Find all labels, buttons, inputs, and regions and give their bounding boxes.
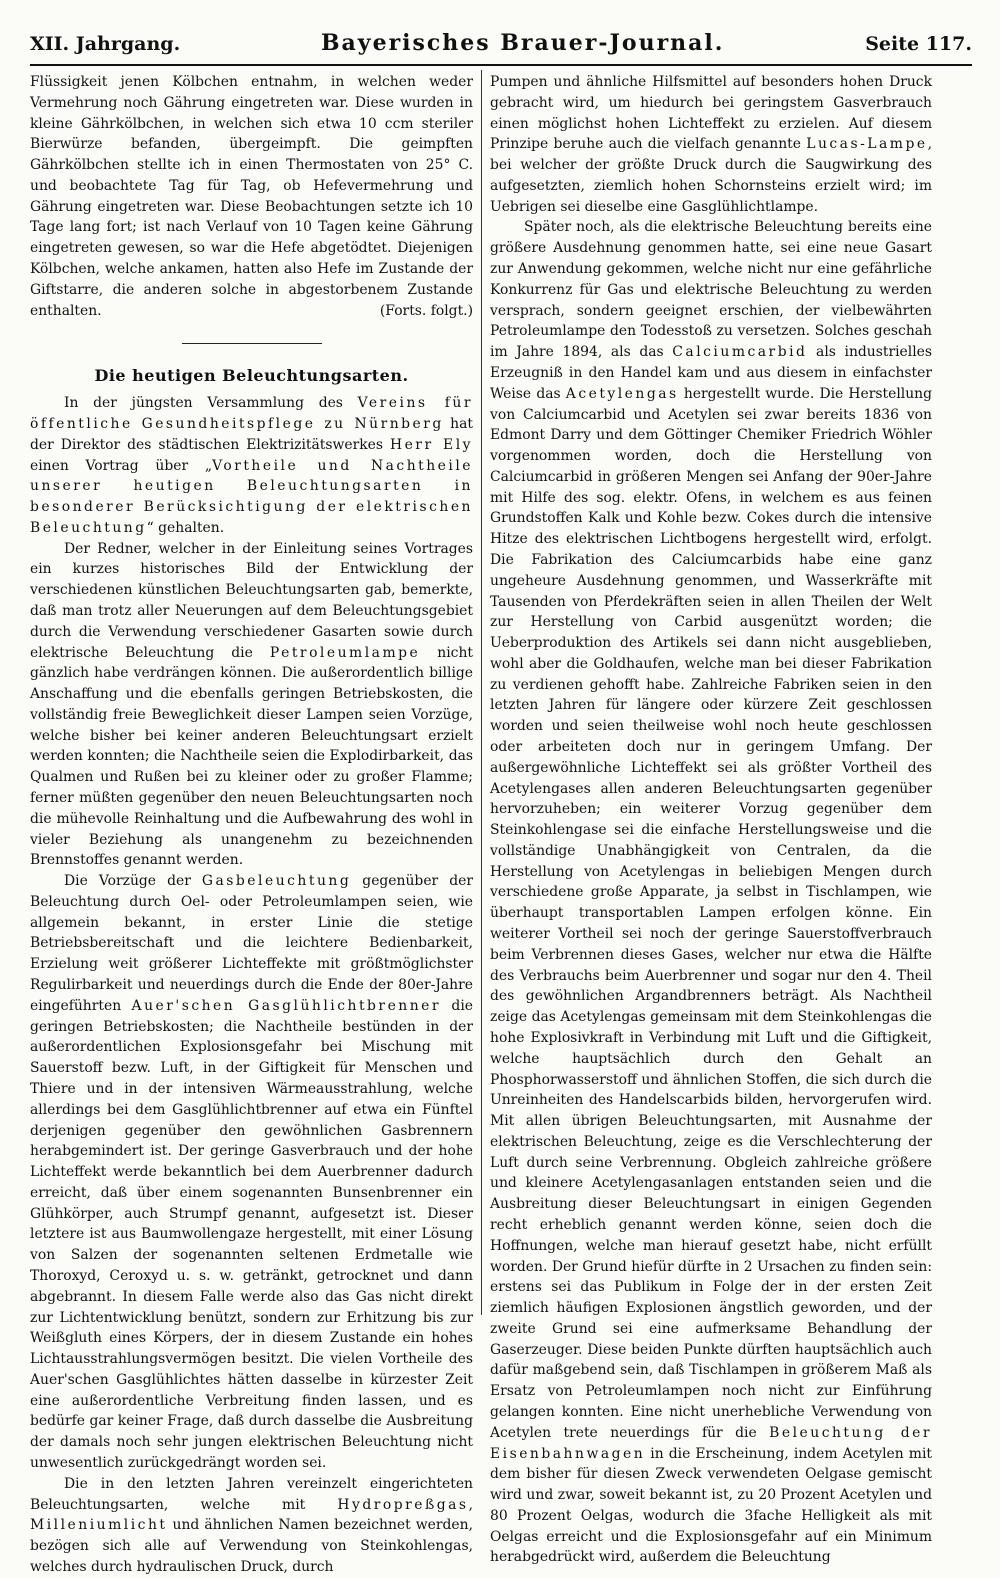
spaced-text: Calciumcarbid xyxy=(672,344,808,361)
spaced-text: Lucas-Lampe xyxy=(806,136,928,153)
spaced-text: Beleuchtung der Eisenbahnwagen xyxy=(490,1424,932,1462)
text-run: hergestellt wurde. Die Herstellung von Calciumcarbid und Acetylen sei zwar bereits 1836 von Edmont Darry und dem Göttinger Chemiker Friedrich Wöhler vorgenommen worden, doch die Herstellung von Calciumcarbid in größeren Mengen sei Anfang der 90er-Jahre mit Hilfe des sog. elektr. Ofens, in welchem es aus feinen Grundstoffen Kalk und Kohle bezw. Cokes durch die intensive Hitze des elektrischen Lichtbogens hergestellt wird, erfolgt. Die Fabrikation des Calciumcarbids habe eine ganz ungeheure Ausdehnung genommen, und Wasserkräfte mit Tausenden von Pferdekräften seien in allen Theilen der Welt zur Herstellung von Carbid ausgenützt worden; die Ueberproduktion des Artikels sei dann nicht ausgeblieben, wohl aber die Goldhaufen, welche man bei dieser Fabrikation zu verdienen gehofft habe. Zahlreiche Fabriken seien in den letzten Jahren für längere oder kürzere Zeit geschlossen worden und seien theilweise wohl noch heute geschlossen oder arbeiteten doch nur in geringem Umfang. Der außergewöhnliche Lichteffekt sei als größter Vortheil des Acetylengases allen anderen Beleuchtungsarten gegenüber hervorzuheben; ein weiterer Vorzug gegenüber dem Steinkohlengase sei die einfache Herstellungsweise und die vollständige Unabhängigkeit von Centralen, da die Herstellung von Acetylengas in beliebigen Mengen durch verschiedene große Apparate, ja selbst in Tischlampen, wie überhaupt transportablen Lampen erfolgen könne. Ein weiterer Vortheil sei noch der geringe Sauerstoffverbrauch beim Verbrennen dieses Gases, welcher nur etwa die Hälfte des Verbrauchs beim Auerbrenner und sogar nur den 4. Theil des gewöhnlichen Argandbrenners beträgt. Als Nachtheil zeige das Acetylengas gemeinsam mit dem Steinkohlengas die hohe Explosivkraft in Verbindung mit Luft und die Giftigkeit, welche hauptsächlich durch den Gehalt an Phosphorwasserstoff und ähnlichen Stoffen, die sich durch die Unreinheiten des Handelscarbids bilden, hervorgerufen wird. Mit allen übrigen Beleuchtungsarten, mit Ausnahme der elektrischen Beleuchtung, zeige es die Verschlechterung der Luft durch seine Verbrennung. Obgleich zahlreiche größere und kleinere Acetylengasanlagen entstanden seien und die Ausbreitung dieser Beleuchtungsart in einigen Gegenden recht erheblich genannt werden könne, seien doch die Hoffnungen, welche man hierauf gesetzt habe, nicht erfüllt worden. Der Grund hiefür dürfte in 2 Ursachen zu finden sein: erstens sei das Publikum in Folge der in der ersten Zeit ziemlich häufigen Explosionen ängstlich geworden, und der zweite Grund sei eine aufmerksame Behandlung der Gaserzeuger. Diese beiden Punkte dürften hauptsächlich auch dafür maßgebend sein, daß Tischlampen in größerem Maß als Ersatz von Petroleumlampen noch nicht zur Einführung gelangen konnten. Eine nicht unerhebliche Verwendung von Acetylen trete neuerdings für die xyxy=(490,385,932,1441)
text-run: Die in den letzten Jahren vereinzelt eingerichteten Beleuchtungsarten, welche mit xyxy=(30,1475,473,1513)
spaced-text: Auer'schen Gasglühlichtbrenner xyxy=(131,997,442,1014)
text-run: , bei welcher der größte Druck durch die Saugwirkung des aufgesetzten, ziemlich hohen Schornsteins erzielt wird; im Uebrigen sei dieselbe eine Gasglühlichtlampe. xyxy=(490,136,932,215)
text-run: Pumpen und ähnliche Hilfsmittel auf besonders hohen Druck gebracht wird, um hiedurch bei geringstem Gasverbrauch einen möglichst hohen Lichteffekt zu erzielen. Auf diesem Prinzipe beruhe auch die vielfach genannte xyxy=(490,74,932,153)
text-run: nicht gänzlich habe verdrängen können. Die außerordentlich billige Anschaffung und die ebenfalls geringen Betriebskosten, die vollständig freie Beweglichkeit dieser Lampen seien Vorzüge, welche bisher bei keiner anderen Beleuchtungsart erzielt werden konnten; die Nachtheile seien die Explodirbarkeit, das Qualmen und Rußen bei zu kleiner oder zu großer Flamme; ferner müßten gegenüber den neuen Beleuchtungsarten noch die mühevolle Reinhaltung und die Aufbewahrung des wohl in vieler Beziehung als unangenehm zu bezeichnenden Brennstoffes genannt werden. xyxy=(30,644,473,869)
page-header xyxy=(30,30,972,66)
spaced-text: Vereins für öffentliche Gesundheitspflege zu Nürnberg xyxy=(30,395,473,432)
paragraph xyxy=(490,217,932,1568)
journal-title: Bayerisches Brauer-Journal. xyxy=(320,30,725,56)
column-divider xyxy=(481,70,482,1315)
text-run: , xyxy=(468,1496,473,1513)
paragraph xyxy=(30,1474,473,1578)
paragraph xyxy=(30,393,473,538)
text-run: In der jüngsten Versammlung des xyxy=(64,395,358,412)
text-run: “ gehalten. xyxy=(146,519,225,536)
text-run: Der Redner, welcher in der Einleitung seines Vortrages ein kurzes historisches Bild der Entwicklung der verschiedenen künstlichen Beleuchtungsarten gab, bemerkte, daß man trotz aller Neuerungen auf dem Beleuchtungsgebiet durch die Verwendung verschiedener Gasarten sowie durch elektrische Beleuchtung die xyxy=(30,540,473,661)
left-column xyxy=(30,72,473,1578)
spaced-text: Herr Ely xyxy=(389,436,473,453)
text-run: einen Vortrag über „ xyxy=(30,457,213,474)
text-run: und ähnlichen Namen bezeichnet werden, bezögen sich alle auf Verwendung von Steinkohlengas, welches durch hydraulischen Druck, durch xyxy=(30,1517,473,1575)
spaced-text: Hydropreßgas xyxy=(337,1496,469,1513)
paragraph-text: Flüssigkeit jenen Kölbchen entnahm, in welchen weder Vermehrung noch Gährung eingetreten war. Diese wurden in kleine Gährkölbchen, in welchen sich etwa 10 ccm steriler Bierwürze befanden, übergeimpft. Die geimpften Gährkölbchen stellte ich in einen Thermostaten von 25° C. und beobachtete Tag für Tag, ob Hefevermehrung und Gährung eingetreten war. Diese Beobachtungen setzte ich 10 Tage lang fort; ist nach Verlauf von 10 Tagen keine Gährung eingetreten gewesen, so war die Hefe abgetödtet. Diejenigen Kölbchen, welche ankamen, hatten also Hefe im Zustande der Giftstarre, die anderen solche in abgestorbenem Zustande enthalten. xyxy=(30,74,473,319)
spaced-text: Acetylengas xyxy=(565,385,679,402)
text-run: als industrielles Erzeugniß in den Handel kam und aus diesem in einfachster Weise das xyxy=(490,344,932,402)
paragraph xyxy=(30,871,473,1474)
article-title: Die heutigen Beleuchtungsarten. xyxy=(94,366,409,386)
text-run: Die Vorzüge der xyxy=(64,873,202,890)
text-run: in die Erscheinung, indem Acetylen mit dem bisher für diesen Zweck verwendeten Oelgase gemischt wird und zwar, soweit bekannt ist, zu 20 Prozent Acetylen und 80 Prozent Oelgas, wodurch die 3fache Helligkeit als mit Oelgas erreicht und die Explosionsgefahr auf ein Minimum herabgedrückt wird, außerdem die Beleuchtung xyxy=(490,1445,932,1566)
spaced-text: Vortheile und Nachtheile unserer heutigen Beleuchtungsarten in besonderer Berücksichtigung der elektrischen Beleuchtung xyxy=(30,457,473,536)
paragraph xyxy=(30,539,473,872)
paragraph xyxy=(30,72,473,321)
spaced-text: Gasbeleuchtung xyxy=(201,873,352,890)
text-run: die geringen Betriebskosten; die Nachtheile bestünden in der außerordentlichen Explosionsgefahr bei Mischung mit Sauerstoff bezw. Luft, in der Giftigkeit für Menschen und Thiere und in der intensiven Wärmeausstrahlung, welche allerdings bei dem Gasglühlichtbrenner auf etwa ein Fünftel derjenigen gegenüber den gewöhnlichen Gasbrennern herabgemindert ist. Der geringe Gasverbrauch und der hohe Lichteffekt werde bekanntlich bei dem Auerbrenner dadurch erreicht, daß über einem sogenannten Bunsenbrenner ein Glühkörper, auch Strumpf genannt, aufgesetzt ist. Dieser letztere ist aus Baumwollengaze hergestellt, mit einer Lösung von Salzen der sogenannten seltenen Erdmetalle wie Thoroxyd, Ceroxyd u. s. w. getränkt, getrocknet und dann abgebrannt. In diesem Falle werde also das Gas nicht direkt zur Lichtentwicklung benützt, sondern zur Erhitzung bis zur Weißgluth eines Körpers, der in diesem Zustande ein hohes Lichtausstrahlungsvermögen besitzt. Die vielen Vortheile des Auer'schen Gasglühlichtes hätten dasselbe in kürzester Zeit eine außerordentliche Verbreitung finden lassen, und es bedürfe gar keiner Frage, daß durch dasselbe die Ausbreitung der damals noch sehr jungen elektrischen Beleuchtung nicht unwesentlich zurückgedrängt worden sei. xyxy=(30,997,473,1471)
page-number: Seite 117. xyxy=(865,33,972,55)
paragraph xyxy=(490,72,932,217)
text-run: hat der Direktor des städtischen Elektrizitätswerkes xyxy=(30,415,473,453)
spaced-text: Milleniumlicht xyxy=(30,1517,168,1534)
text-run: gegenüber der Beleuchtung durch Oel- oder Petroleumlampen seien, wie allgemein bekannt, in erster Linie die stetige Betriebsbereitschaft und die leichtere Bedienbarkeit, Erzielung weit größerer Lichteffekte mit größtmöglichster Regulirbarkeit und neuerdings durch die Ende der 80er-Jahre eingeführten xyxy=(30,873,473,1014)
spaced-text: Petroleumlampe xyxy=(269,644,421,661)
section-separator xyxy=(182,343,322,344)
text-run: Später noch, als die elektrische Beleuchtung bereits eine größere Ausdehnung genommen hatte, sei eine neue Gasart zur Anwendung gekommen, welche nicht nur eine gefährliche Konkurrenz für Gas und elektrische Beleuchtung zu werden versprach, sondern geeignet erschien, der vielbewährten Petroleumlampe den Todesstoß zu versetzen. Solches geschah im Jahre 1894, als das xyxy=(490,219,932,361)
right-column xyxy=(490,72,932,1568)
volume-label: XII. Jahrgang. xyxy=(30,33,181,55)
continuation-note: (Forts. folgt.) xyxy=(379,302,473,319)
